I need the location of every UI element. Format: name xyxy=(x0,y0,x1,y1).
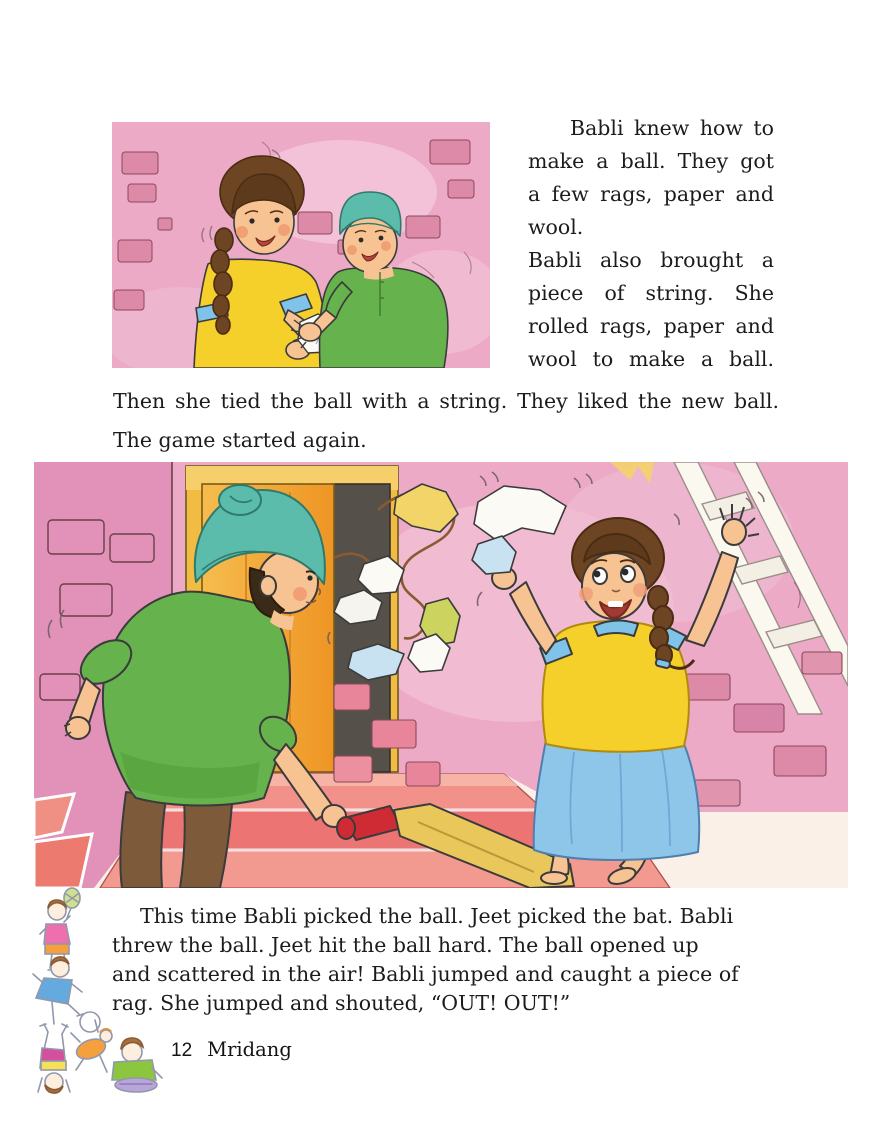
text-line: Babli knew how to xyxy=(570,116,774,140)
text-line: piece of string. She xyxy=(528,281,774,305)
paragraph-right-column xyxy=(528,112,774,376)
illustration-game xyxy=(34,462,848,888)
game-scene xyxy=(34,462,848,888)
text-line: wool to make a ball. xyxy=(528,347,774,371)
doodle-kicking-kid xyxy=(33,957,100,1032)
margin-doodles xyxy=(28,886,173,1126)
text-line: make a ball. They got xyxy=(528,149,774,173)
text-line: This time Babli picked the ball. Jeet picked the bat. Babli xyxy=(140,904,734,928)
doodle-handstand-kid xyxy=(38,1024,70,1093)
making-ball-scene xyxy=(112,122,490,368)
page-footer xyxy=(171,1038,292,1062)
text-line: The game started again. xyxy=(113,428,367,452)
text-line: wool. xyxy=(528,215,584,239)
doodle-reading-kid xyxy=(112,1038,162,1092)
text-line: rolled rags, paper and xyxy=(528,314,774,338)
page-number: 12 xyxy=(171,1040,193,1061)
text-line: and scattered in the air! Babli jumped and caught a piece of xyxy=(112,962,739,986)
illustration-making-ball xyxy=(112,122,490,368)
text-line: Babli also brought a xyxy=(528,248,774,272)
paragraph-middle xyxy=(113,382,779,460)
text-line: rag. She jumped and shouted, “OUT! OUT!” xyxy=(112,991,571,1015)
paragraph-bottom xyxy=(112,902,784,1018)
doodle-children xyxy=(28,886,173,1126)
text-line: threw the ball. Jeet hit the ball hard. The ball opened up xyxy=(112,933,699,957)
text-line: Then she tied the ball with a string. They liked the new ball. xyxy=(113,389,779,413)
text-line: a few rags, paper and xyxy=(528,182,774,206)
book-title: Mridang xyxy=(207,1038,292,1061)
